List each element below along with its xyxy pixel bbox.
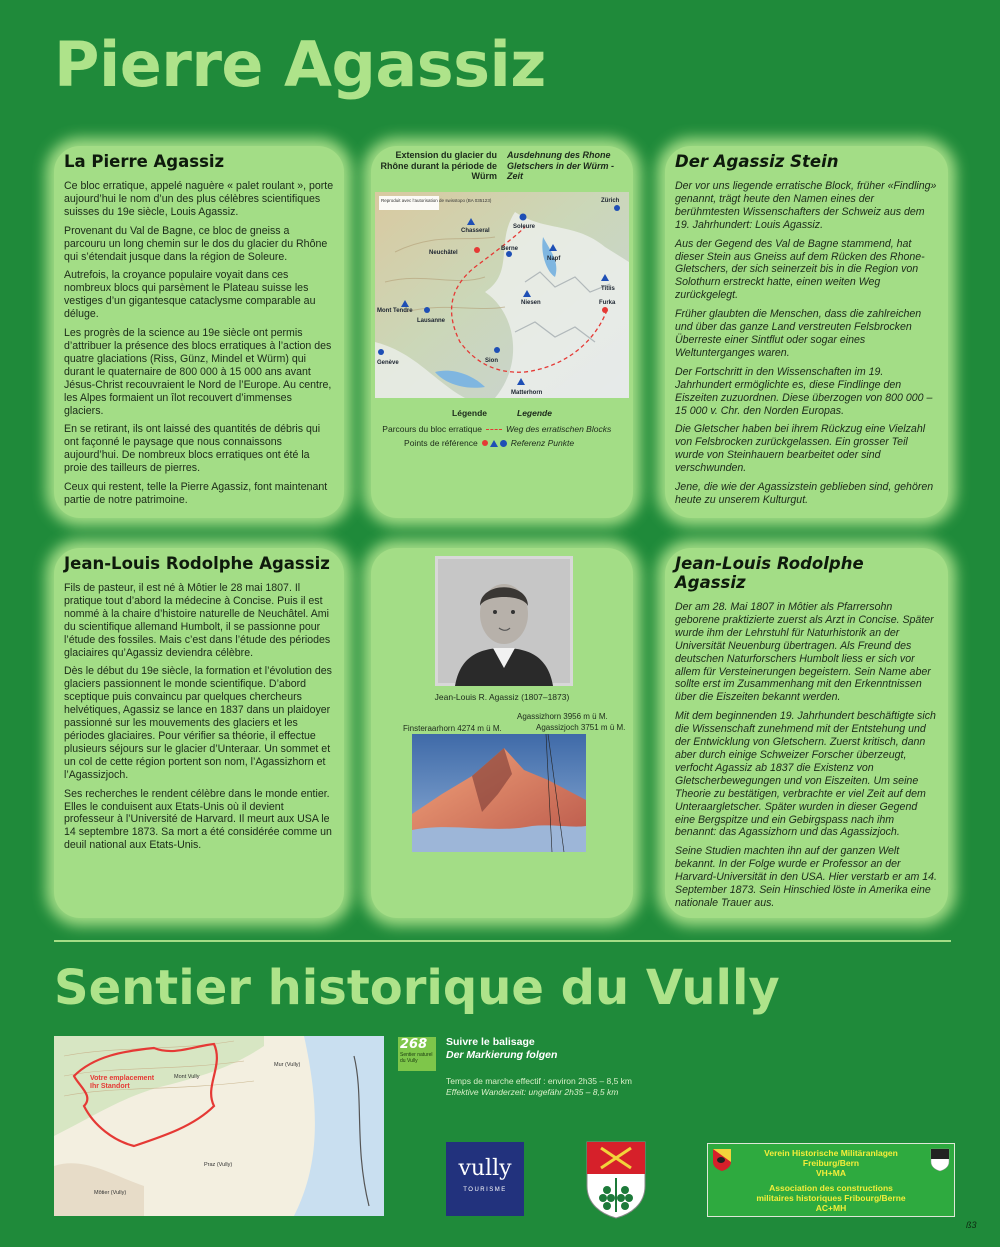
map-place: Chasseral [461, 228, 490, 234]
map-heading-fr: Extension du glacier du Rhône durant la période de Würm [380, 150, 497, 181]
glacier-relief-map [375, 192, 629, 398]
map-heading-de: Ausdehnung des Rhone Gletschers in der Würm - Zeit [507, 150, 615, 181]
legend-row-route [377, 424, 627, 434]
military-association-box [707, 1143, 955, 1217]
map-place: Matterhorn [511, 390, 543, 396]
paragraph: Les progrès de la science au 19e siècle ont permis d’attribuer la présence des blocs erratiques à l’action des quatre glaciations (Riss, Günz, Mindel et Würm) qui durant le quaternaire de 800 000 à 15 000 ans avant Jésus-Christ recouvraient le Nord de l’Europe. Au centre, les Alpes formaient un îlot recouvert d’immenses glaciers. [64, 327, 332, 417]
legend-route-de: Weg des erratischen Blocks [506, 424, 612, 434]
panel-heading: Jean-Louis Rodolphe Agassiz [64, 554, 330, 573]
legend-points-fr: Points de référence [404, 438, 478, 448]
paragraph: Jene, die wie der Agassizstein geblieben sind, gehören heute zu unserem Kulturgut. [675, 481, 934, 506]
panel-glacier-map [371, 146, 633, 518]
legend-points-de: Referenz Punkte [510, 438, 575, 448]
panel-biography-de [665, 548, 948, 918]
follow-fr: Suivre le balisage [446, 1036, 535, 1048]
peak-label-agassizjoch: Agassizjoch 3751 m ü M. [536, 723, 626, 732]
time-fr: Temps de marche effectif : environ 2h35 – 8,5 km [446, 1076, 632, 1086]
trail-map [54, 1036, 384, 1216]
map-place: Mont Vully [174, 1074, 200, 1080]
assoc-de-place: Freiburg/Bern [802, 1158, 860, 1168]
map-place: Sion [485, 358, 498, 364]
paragraph: Früher glaubten die Menschen, dass die zahlreichen und über das ganze Land verstreuten Felsbrocken Überreste einer Sintflut oder sogar eines Weltunterganges waren. [675, 308, 922, 359]
bern-shield-icon [712, 1148, 732, 1172]
agassiz-portrait [435, 556, 573, 686]
paragraph: Ses recherches le rendent célèbre dans le monde entier. Elles le conduisent aux Etats-Unis où il devient professeur à l’Université de Harvard. Il meurt aux USA le 14 septembre 1873. Sa mort a été considérée comme un deuil national aux Etats-Unis. [64, 787, 332, 852]
paragraph: Der vor uns liegende erratische Block, früher «Findling» genannt, trägt heute den Namen eines der berühmtesten Wissenschafters der Schweiz aus dem 19. Jahrhundert: Louis Agassiz. [675, 180, 937, 231]
follow-de: Der Markierung folgen [446, 1048, 558, 1061]
route-number: 268 [400, 1037, 428, 1052]
map-place: Zürich [601, 198, 620, 204]
page-title: Pierre Agassiz [54, 28, 546, 101]
paragraph: Ceux qui restent, telle la Pierre Agassiz, font maintenant partie de notre patrimoine. [64, 481, 328, 506]
mountain-photo [412, 734, 586, 852]
panel-heading: Jean-Louis Rodolphe Agassiz [675, 554, 864, 592]
map-place: Niesen [521, 300, 541, 306]
map-place: Lausanne [417, 318, 446, 324]
assoc-fr-name: Association des constructions [769, 1183, 893, 1193]
map-legend [377, 408, 627, 452]
paragraph: Aus der Gegend des Val de Bagne stammend, hat dieser Stein aus Gneiss auf dem Rücken des Rhone-Gletschers, der sich seinerzeit bis in die Region von Solothurn erstreckt hatte, einen weiten Weg zurückgelegt. [675, 237, 925, 302]
map-place: Furka [599, 300, 616, 306]
map-place: Soleure [513, 224, 536, 230]
paragraph: Mit dem beginnenden 19. Jahrhundert beschäftigte sich die Wissenschaft zunehmend mit der Entstehung und der Entwicklung von Gletschern. Zuerst kritisch, dann aber durch einige Schweizer Forscher überzeugt, verfocht Agassiz ab 1837 die Existenz von Gletscherbewegungen und von Eiszeiten. Um seine Theorie zu bestätigen, verbrachte er viel Zeit auf dem Unteraargletscher. Später wurden in dieser Gegend eine Bergspitze und ein Gebirgspass nach ihm benannt: das Agassizhorn und das Agassizjoch. [675, 710, 936, 839]
assoc-de-abbr: VH+MA [816, 1168, 846, 1178]
corner-mark: ß3 [966, 1220, 977, 1230]
panel-biography-fr [54, 548, 344, 918]
map-place: Mont Tendre [377, 308, 413, 314]
panel-agassiz-stein-de [665, 146, 948, 518]
legend-title-fr: Légende [452, 408, 487, 418]
map-place: Mur (Vully) [274, 1062, 301, 1068]
panel-heading: Der Agassiz Stein [675, 152, 839, 171]
map-place: Berne [501, 246, 519, 252]
follow-markings [446, 1036, 557, 1061]
map-headings [377, 150, 627, 182]
paragraph: Autrefois, la croyance populaire voyait dans ces nombreux blocs qui parsèment le Plateau suisse les vestiges d’un gigantesque cataclysme comparable au déluge. [64, 269, 316, 321]
assoc-fr-place: militaires historiques Fribourg/Berne [756, 1193, 906, 1203]
map-place: Titlis [601, 286, 615, 292]
vully-coat-of-arms-icon [585, 1140, 647, 1220]
dashed-line-icon [486, 429, 502, 430]
reference-points-icon [482, 440, 507, 447]
map-place: Genève [377, 360, 399, 366]
vully-tourisme-logo [446, 1142, 524, 1216]
walking-time [446, 1076, 632, 1097]
map-place: Praz (Vully) [204, 1162, 233, 1168]
paragraph: Der Fortschritt in den Wissenschaften im 19. Jahrhundert ermöglichte es, diese Findlinge den Eiszeiten zuzuordnen. Diese überzogen von 800 000 – 15 000 v. Chr. den Norden Europas. [675, 365, 933, 417]
legend-row-points [377, 438, 627, 448]
map-place: Môtier (Vully) [94, 1190, 127, 1196]
panel-heading: La Pierre Agassiz [64, 152, 225, 171]
peak-label-agassizhorn: Agassizhorn 3956 m ü M. [517, 712, 608, 721]
paragraph: Seine Studien machten ihn auf der ganzen Welt bekannt. In der Folge wurde er Professor an der Harvard-Universität in den USA. Hier verstarb er am 14. September 1873. Sein Hinschied löste in Amerika eine nationale Trauer aus. [675, 845, 937, 909]
map-location-label-de: Ihr Standort [90, 1083, 130, 1090]
section-divider [54, 940, 951, 942]
paragraph: Fils de pasteur, il est né à Môtier le 28 mai 1807. Il pratique tout d’abord la médecine à Concise. Puis il est nommé à la chaire d’histoire naturelle de Neuchâtel. Ami du scientifique allemand Humbolt, il se passionne pour l’étude des fossiles. Mais c’est dans l’étude des périodes glaciaires qu’Agassiz deviendra célèbre. [64, 582, 331, 659]
portrait-caption: Jean-Louis R. Agassiz (1807–1873) [434, 692, 570, 702]
paragraph: En se retirant, ils ont laissé des quantités de débris qui ont façonné le paysage que nous connaissons aujourd’hui. De nombreux blocs erratiques ont été la proie des tailleurs de pierres. [64, 423, 321, 475]
paragraph: Provenant du Val de Bagne, ce bloc de gneiss a parcouru un long chemin sur le dos du glacier du Rhône qui s’étendait jusque dans la région de Soleure. [64, 224, 328, 263]
map-place: Napf [547, 256, 561, 262]
legend-route-fr: Parcours du bloc erratique [382, 424, 482, 434]
paragraph: Ce bloc erratique, appelé naguère « palet roulant », porte aujourd’hui le nom d’un des plus célèbres scientifiques suisses du 19e siècle, Louis Agassiz. [64, 180, 334, 218]
peak-label-finsteraarhorn: Finsteraarhorn 4274 m ü M. [403, 724, 502, 733]
legend-title-de: Legende [517, 408, 552, 418]
assoc-fr-abbr: AC+MH [815, 1203, 847, 1213]
map-location-label-fr: Votre emplacement [90, 1075, 155, 1082]
panel-pierre-agassiz-fr [54, 146, 344, 518]
map-credit: Reproduit avec l’autorisation de swisstopo (BA 035123) [381, 198, 492, 203]
trail-title: Sentier historique du Vully [54, 960, 780, 1016]
panel-images [371, 548, 633, 918]
time-de: Effektive Wanderzeit: ungefähr 2h35 – 8,5 km [446, 1086, 619, 1097]
vully-logo-name: vully [458, 1156, 512, 1181]
paragraph: Dès le début du 19e siècle, la formation et l’évolution des glaciers passionnent le monde scientifique. D’abord sceptique puis convaincu par quelques chercheurs helvétiques, Agassiz se lance en 1837 dans un plaidoyer passionné sur les mouvements des glaciers et les périodes glaciaires. Pour vérifier sa théorie, il effectue plusieurs séjours sur le glacier d’Unteraar. Un sommet et un col de cette région portent son nom, l’Agassizhorn et l’Agassizjoch. [64, 665, 332, 781]
paragraph: Die Gletscher haben bei ihrem Rückzug eine Vielzahl von Felsbrocken zurückgelassen. Ein grosser Teil wurde von Steinhauern bearbeitet oder sind verschwunden. [675, 423, 926, 475]
route-badge-text: Sentier naturel du Vully [400, 1052, 433, 1064]
route-268-badge [398, 1037, 436, 1071]
map-place: Neuchâtel [429, 250, 458, 256]
paragraph: Der am 28. Mai 1807 in Môtier als Pfarrersohn geborene praktizierte zuerst als Arzt in Concise. Später wurde ihm der Lehrstuhl für Naturhistorik an der Universität Neuenburg übertragen. Als Freund des deutschen Naturforschers Humbolt liess er sich vor allem für Versteinerungen begeistern. Sein Name aber sollte erst im Zusammenhang mit den Erkenntnissen über die Eiszeiten bekannt werden. [675, 601, 934, 704]
vully-logo-tag: TOURISME [463, 1187, 507, 1193]
fribourg-shield-icon [930, 1148, 950, 1172]
assoc-de-name: Verein Historische Militäranlagen [764, 1148, 898, 1158]
